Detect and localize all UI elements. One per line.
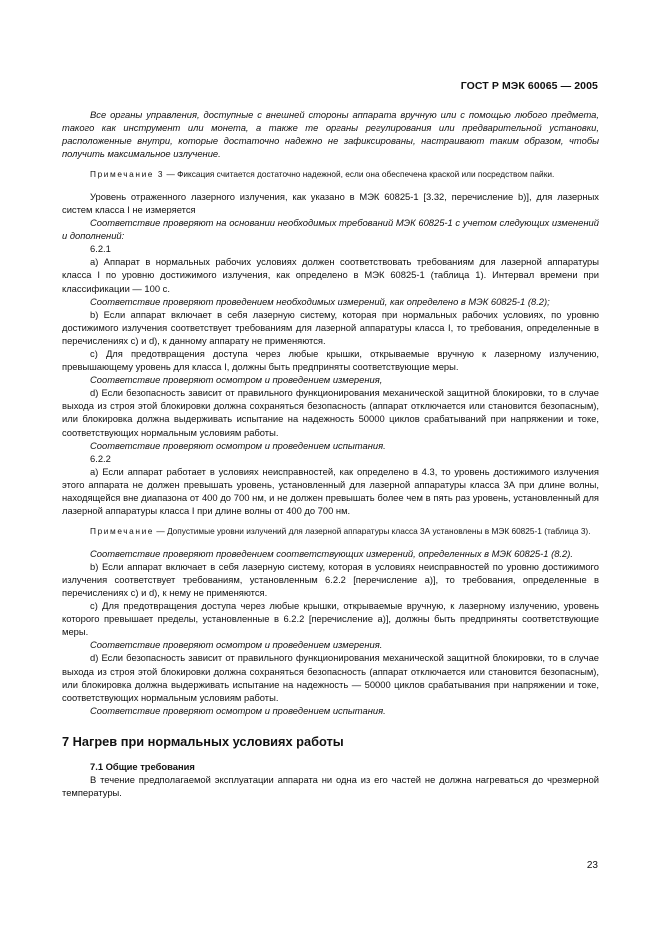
- paragraph: Все органы управления, доступные с внешней стороны аппарата вручную или с помощью любого предмета, такого как инструмент или монета, а также те органы регулирования или предварительной установки, расположенные внутри, которые достаточно надежно не зафиксированы, настраивают таким образом, чтобы получить максимальное излучение.: [62, 109, 599, 160]
- note-label: Примечание 3: [90, 169, 165, 180]
- compliance-paragraph: Соответствие проверяют осмотром и проведением измерения.: [90, 639, 383, 651]
- note-text: — Фиксация считается достаточно надежной, если она обеспечена краской или посредством пайки.: [164, 169, 555, 180]
- paragraph: b) Если аппарат включает в себя лазерную систему, которая при нормальных рабочих условиях, по уровню достижимого излучения соответствует требованиям для лазерной аппаратуры класса I, то требования, определенные в перечислениях с) и d), к данному аппарату не применяются.: [62, 308, 599, 346]
- compliance-paragraph: Соответствие проверяют проведением необходимых измерений, как определено в МЭК 60825-1 (8.2);: [90, 295, 550, 307]
- paragraph: d) Если безопасность зависит от правильного функционирования механической защитной блокировки, то в случае выхода из строя этой блокировки должна сохраняться безопасность (аппарат отключается или становится безопасным), или блокировка должна выдерживать испытание на надежность 50000 циклов срабатываний при напряжении и токе, соответствующих нормальным условиям работы.: [62, 387, 599, 438]
- compliance-paragraph: Соответствие проверяют на основании необходимых требований МЭК 60825-1 с учетом следующих изменений и дополнений:: [62, 217, 599, 242]
- subsection-heading: 7.1 Общие требования: [90, 761, 195, 773]
- paragraph: с) Для предотвращения доступа через любые крышки, открываемые вручную, к лазерному излучению, уровень которого превышает пределы, установленные в 6.2.2 [перечисление а)], должны быть предприняты соответствующие меры.: [62, 600, 599, 638]
- paragraph: а) Если аппарат работает в условиях неисправностей, как определено в 4.3, то уровень достижимого излучения этого аппарата не должен превышать уровень, установленный для лазерной аппаратуры класса 3А при длине волны, находящейся вне диапазона от 400 до 700 нм, и не должен превышать более чем в пять раз уровень, установленный для лазерной аппаратуры класса I при длине волны от 400 до 700 нм.: [62, 465, 599, 517]
- paragraph: b) Если аппарат включает в себя лазерную систему, которая в условиях неисправностей по уровню достижимого излучения соответствует требованиям, установленным 6.2.2 [перечисление а)], то требования, определенные в перечислениях с) и d), к нему не применяются.: [62, 560, 599, 598]
- note: [62, 526, 599, 538]
- note-label: Примечание: [90, 526, 155, 537]
- paragraph: В течение предполагаемой эксплуатации аппарата ни одна из его частей не должна нагреваться до чрезмерной температуры.: [62, 774, 599, 799]
- page-body: [62, 108, 599, 799]
- clause-number: 6.2.2: [90, 452, 111, 464]
- paragraph: с) Для предотвращения доступа через любые крышки, открываемые вручную к лазерному излучению, превышающему уровень для класса I, должны быть предприняты соответствующие меры.: [62, 348, 599, 373]
- compliance-paragraph: Соответствие проверяют осмотром и проведением измерения,: [90, 374, 383, 386]
- clause-number: 6.2.1: [90, 243, 111, 255]
- compliance-paragraph: Соответствие проверяют проведением соответствующих измерений, определенных в МЭК 60825-1 (8.2).: [90, 547, 573, 559]
- paragraph: Уровень отраженного лазерного излучения, как указано в МЭК 60825-1 [3.32, перечисление b)], для лазерных систем класса I не измеряется: [62, 190, 599, 215]
- page-number: 23: [586, 860, 598, 871]
- compliance-paragraph: Соответствие проверяют осмотром и проведением испытания.: [90, 704, 386, 716]
- note-text: — Допустимые уровни излучений для лазерной аппаратуры класса 3А установлены в МЭК 60825-1 (таблица 3).: [154, 526, 591, 537]
- compliance-paragraph: Соответствие проверяют осмотром и проведением испытания.: [90, 439, 386, 451]
- paragraph: а) Аппарат в нормальных рабочих условиях должен соответствовать требованиям для лазерной аппаратуры класса I по уровню достижимого излучения, как определено в МЭК 60825-1 (таблица 1). Интервал времени при классификации — 100 с.: [62, 256, 599, 294]
- paragraph: d) Если безопасность зависит от правильного функционирования механической защитной блокировки, то в случае выхода из строя этой блокировки должна сохраняться безопасность (аппарат отключается или становится безопасным), или блокировка должна выдерживать испытание на надежность — 50000 циклов срабатывания при напряжении и токе, соответствующих нормальным условиям работы.: [62, 652, 599, 703]
- note-3: [62, 169, 599, 181]
- section-heading: 7 Нагрев при нормальных условиях работы: [62, 733, 344, 749]
- standard-header: ГОСТ Р МЭК 60065 — 2005: [460, 80, 598, 92]
